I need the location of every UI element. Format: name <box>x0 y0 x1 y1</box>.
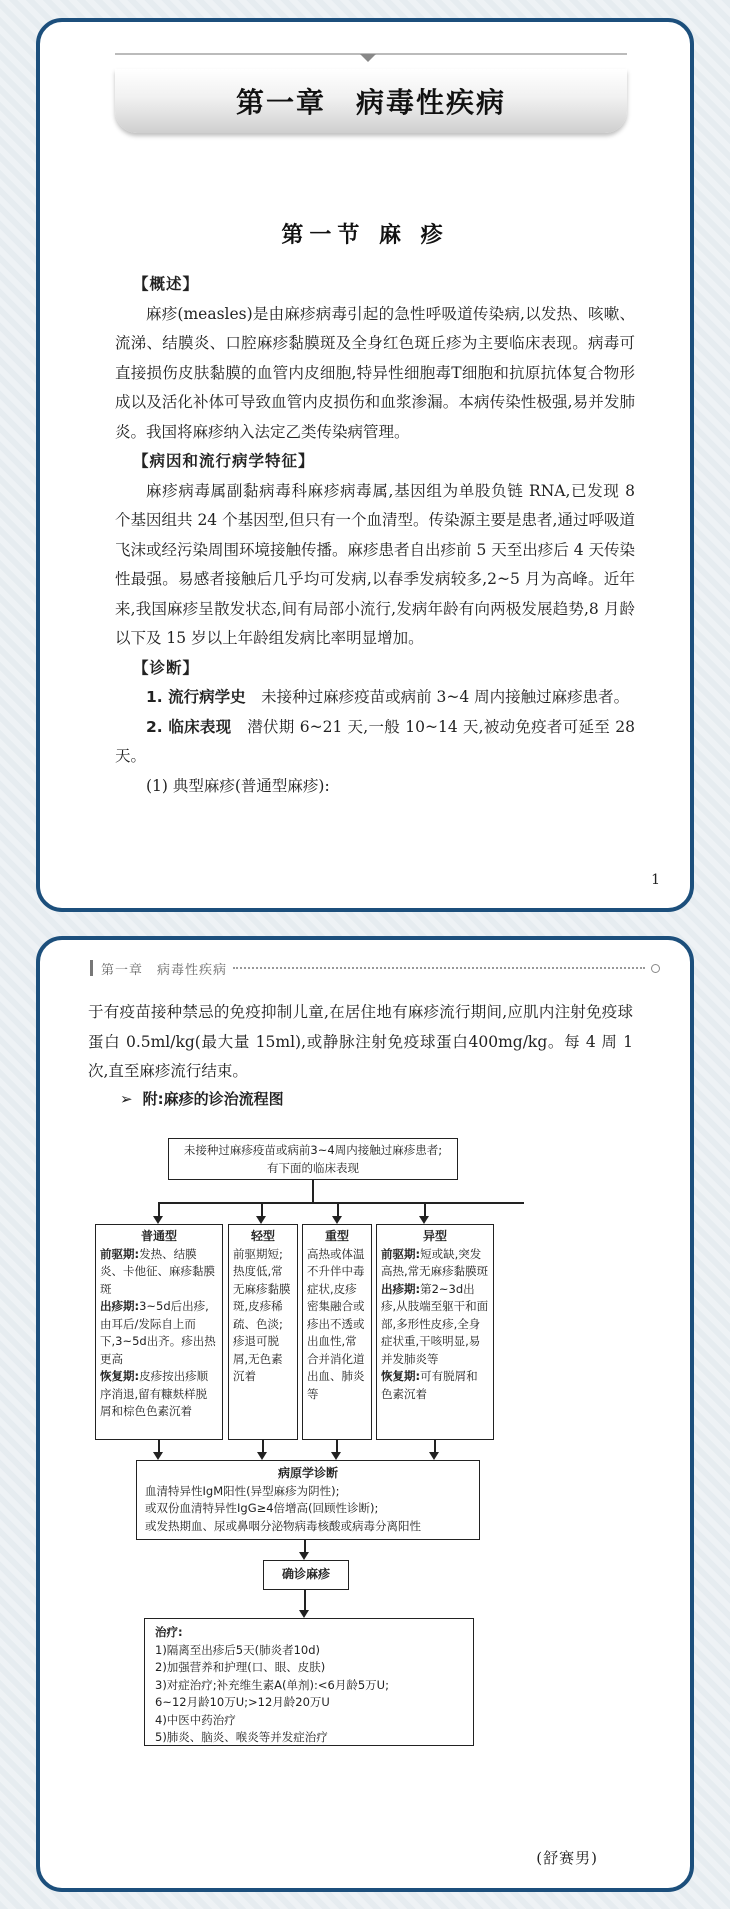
stage-label: 前驱期: <box>100 1246 140 1261</box>
arrow-down-icon <box>331 1452 341 1460</box>
page2-body <box>88 998 633 1087</box>
stage-text: 第2~3d出疹,从肢端至躯干和面部,多形性皮疹,全身症状重,干咳明显,易并发肺炎等 <box>381 1281 489 1366</box>
page1-body <box>115 270 635 801</box>
stage-text: 皮疹按出疹顺序消退,留有糠麸样脱屑和棕色色素沉着 <box>100 1369 209 1418</box>
running-head-circle-icon <box>651 964 660 973</box>
treatment-item: 6~12月龄10万U;>12月龄20万U <box>155 1695 330 1709</box>
section-title: 第一节 麻 疹 <box>281 222 449 248</box>
diagnosis-item-3: (1) 典型麻疹(普通型麻疹): <box>146 776 330 795</box>
type-box-severe <box>302 1224 372 1440</box>
type-line <box>381 1246 489 1281</box>
item2-label: 2. 临床表现 <box>146 717 232 736</box>
etiology-box-title: 病原学诊断 <box>277 1466 338 1480</box>
arrow-down-icon <box>429 1452 439 1460</box>
running-head-bar <box>90 960 93 976</box>
arrow-down-icon <box>332 1216 342 1224</box>
etiology-diagnosis-box <box>136 1460 480 1540</box>
type-title: 异型 <box>422 1229 447 1243</box>
attachment-heading <box>120 1088 284 1109</box>
type-text: 高热或体温不升伴中毒症状,皮疹密集融合或疹出不透或出血性,常合并消化道出血、肺炎等 <box>307 1246 365 1401</box>
type-line <box>100 1298 218 1368</box>
chapter-marker-icon <box>360 54 376 62</box>
chapter-banner <box>115 69 627 133</box>
treatment-title: 治疗: <box>155 1625 183 1639</box>
arrow-down-icon <box>419 1216 429 1224</box>
diagnosis-heading: 【诊断】 <box>133 658 200 677</box>
etiology-line: 或发热期血、尿或鼻咽分泌物病毒核酸或病毒分离阳性 <box>145 1518 421 1533</box>
stage-text: 可有脱屑和色素沉着 <box>381 1369 478 1401</box>
continued-paragraph: 于有疫苗接种禁忌的免疫抑制儿童,在居住地有麻疹流行期间,应肌内注射免疫球蛋白 0.5ml/kg(最大量 15ml),或静脉注射免疫球蛋白400mg/kg。每 4 周 1 次,直至麻疹流行结束。 <box>88 1003 633 1080</box>
attachment-title: 附:麻疹的诊治流程图 <box>142 1090 284 1108</box>
type-box-mild <box>228 1224 298 1440</box>
book-page-2 <box>36 936 694 1892</box>
type-line <box>100 1368 218 1421</box>
treatment-item: 3)对症治疗;补充维生素A(单剂):<6月龄5万U; <box>155 1677 389 1692</box>
type-line <box>381 1281 489 1369</box>
stage-label: 出疹期: <box>100 1299 140 1313</box>
etiology-line: 或双份血清特异性IgG≥4倍增高(回顾性诊断); <box>145 1501 379 1515</box>
type-box-atypical <box>376 1224 494 1440</box>
flow-start-line1: 未接种过麻疹疫苗或病前3~4周内接触过麻疹患者; <box>183 1143 443 1157</box>
item1-label: 1. 流行病学史 <box>146 688 246 706</box>
treatment-item: 5)肺炎、脑炎、喉炎等并发症治疗 <box>155 1730 328 1744</box>
connector <box>158 1202 524 1204</box>
confirm-box <box>263 1560 349 1590</box>
treatment-box <box>144 1618 474 1746</box>
type-line <box>100 1246 218 1299</box>
arrow-down-icon <box>257 1452 267 1460</box>
arrow-down-icon <box>153 1216 163 1224</box>
stage-label: 出疹期: <box>381 1281 421 1296</box>
type-text: 前驱期短;热度低,常无麻疹黏膜斑,皮疹稀疏、色淡;疹退可脱屑,无色素沉着 <box>233 1246 291 1383</box>
author-credit: (舒赛男) <box>536 1849 598 1867</box>
diagnosis-item-2 <box>115 713 635 772</box>
overview-paragraph: 麻疹(measles)是由麻疹病毒引起的急性呼吸道传染病,以发热、咳嗽、流涕、结膜炎、口腔麻疹黏膜斑及全身红色斑丘疹为主要临床表现。病毒可直接损伤皮肤黏膜的血管内皮细胞,特异性细胞毒T细胞和抗原抗体复合物形成以及活化补体可导致血管内皮损伤和血浆渗漏。本病传染性极强,易并发肺炎。我国将麻疹纳入法定乙类传染病管理。 <box>115 304 635 441</box>
connector <box>304 1590 306 1612</box>
stage-label: 前驱期: <box>381 1246 421 1261</box>
diagnosis-item-1 <box>115 683 635 713</box>
arrow-down-icon <box>299 1552 309 1560</box>
treatment-item: 1)隔离至出疹后5天(肺炎者10d) <box>155 1642 321 1657</box>
stage-text: 短或缺,突发高热,常无麻疹黏膜斑 <box>381 1246 489 1278</box>
type-line <box>381 1368 489 1403</box>
flow-start-box <box>168 1138 458 1180</box>
arrow-down-icon <box>256 1216 266 1224</box>
chapter-title: 第一章 病毒性疾病 <box>235 86 506 119</box>
running-head-dots <box>233 967 645 969</box>
page-number: 1 <box>651 872 660 888</box>
etiology-paragraph: 麻疹病毒属副黏病毒科麻疹病毒属,基因组为单股负链 RNA,已发现 8 个基因组共 24 个基因型,但只有一个血清型。传染源主要是患者,通过呼吸道飞沫或经污染周围环境接触传播。麻疹患者自出疹前 5 天至出疹后 4 天传染性最强。易感者接触后几乎均可发病,以春季发病较多,2~5 月为高峰。近年来,我国麻疹呈散发状态,间有局部小流行,发病年龄有向两极发展趋势,8 月龄以下及 15 岁以上年龄组发病比率明显增加。 <box>115 481 635 647</box>
etiology-line: 血清特异性IgM阳性(异型麻疹为阴性); <box>145 1483 340 1498</box>
type-title: 重型 <box>324 1229 349 1243</box>
book-page-1 <box>36 18 694 912</box>
item1-text: 未接种过麻疹疫苗或病前 3~4 周内接触过麻疹患者。 <box>261 688 630 706</box>
overview-heading: 【概述】 <box>133 275 200 293</box>
arrow-bullet-icon: ➢ <box>120 1090 133 1108</box>
stage-text: 3~5d后出疹,由耳后/发际自上而下,3~5d出齐。疹出热更高 <box>100 1299 216 1366</box>
item2-text: 潜伏期 6~21 天,一般 10~14 天,被动免疫者可延至 28 天。 <box>115 717 635 765</box>
stage-label: 恢复期: <box>100 1369 140 1383</box>
running-head-text: 第一章 病毒性疾病 <box>101 962 228 978</box>
connector <box>312 1180 314 1202</box>
stage-label: 恢复期: <box>381 1369 421 1383</box>
running-head <box>90 958 660 978</box>
arrow-down-icon <box>153 1452 163 1460</box>
treatment-item: 4)中医中药治疗 <box>155 1712 236 1727</box>
type-title: 普通型 <box>140 1229 177 1243</box>
etiology-heading: 【病因和流行病学特征】 <box>133 452 315 470</box>
arrow-down-icon <box>299 1610 309 1618</box>
flow-start-line2: 有下面的临床表现 <box>267 1160 359 1175</box>
type-box-common <box>95 1224 223 1440</box>
stage-text: 发热、结膜炎、卡他征、麻疹黏膜斑 <box>100 1246 215 1296</box>
treatment-item: 2)加强营养和护理(口、眼、皮肤) <box>155 1660 326 1674</box>
confirm-text: 确诊麻疹 <box>281 1567 330 1581</box>
type-title: 轻型 <box>250 1229 275 1243</box>
